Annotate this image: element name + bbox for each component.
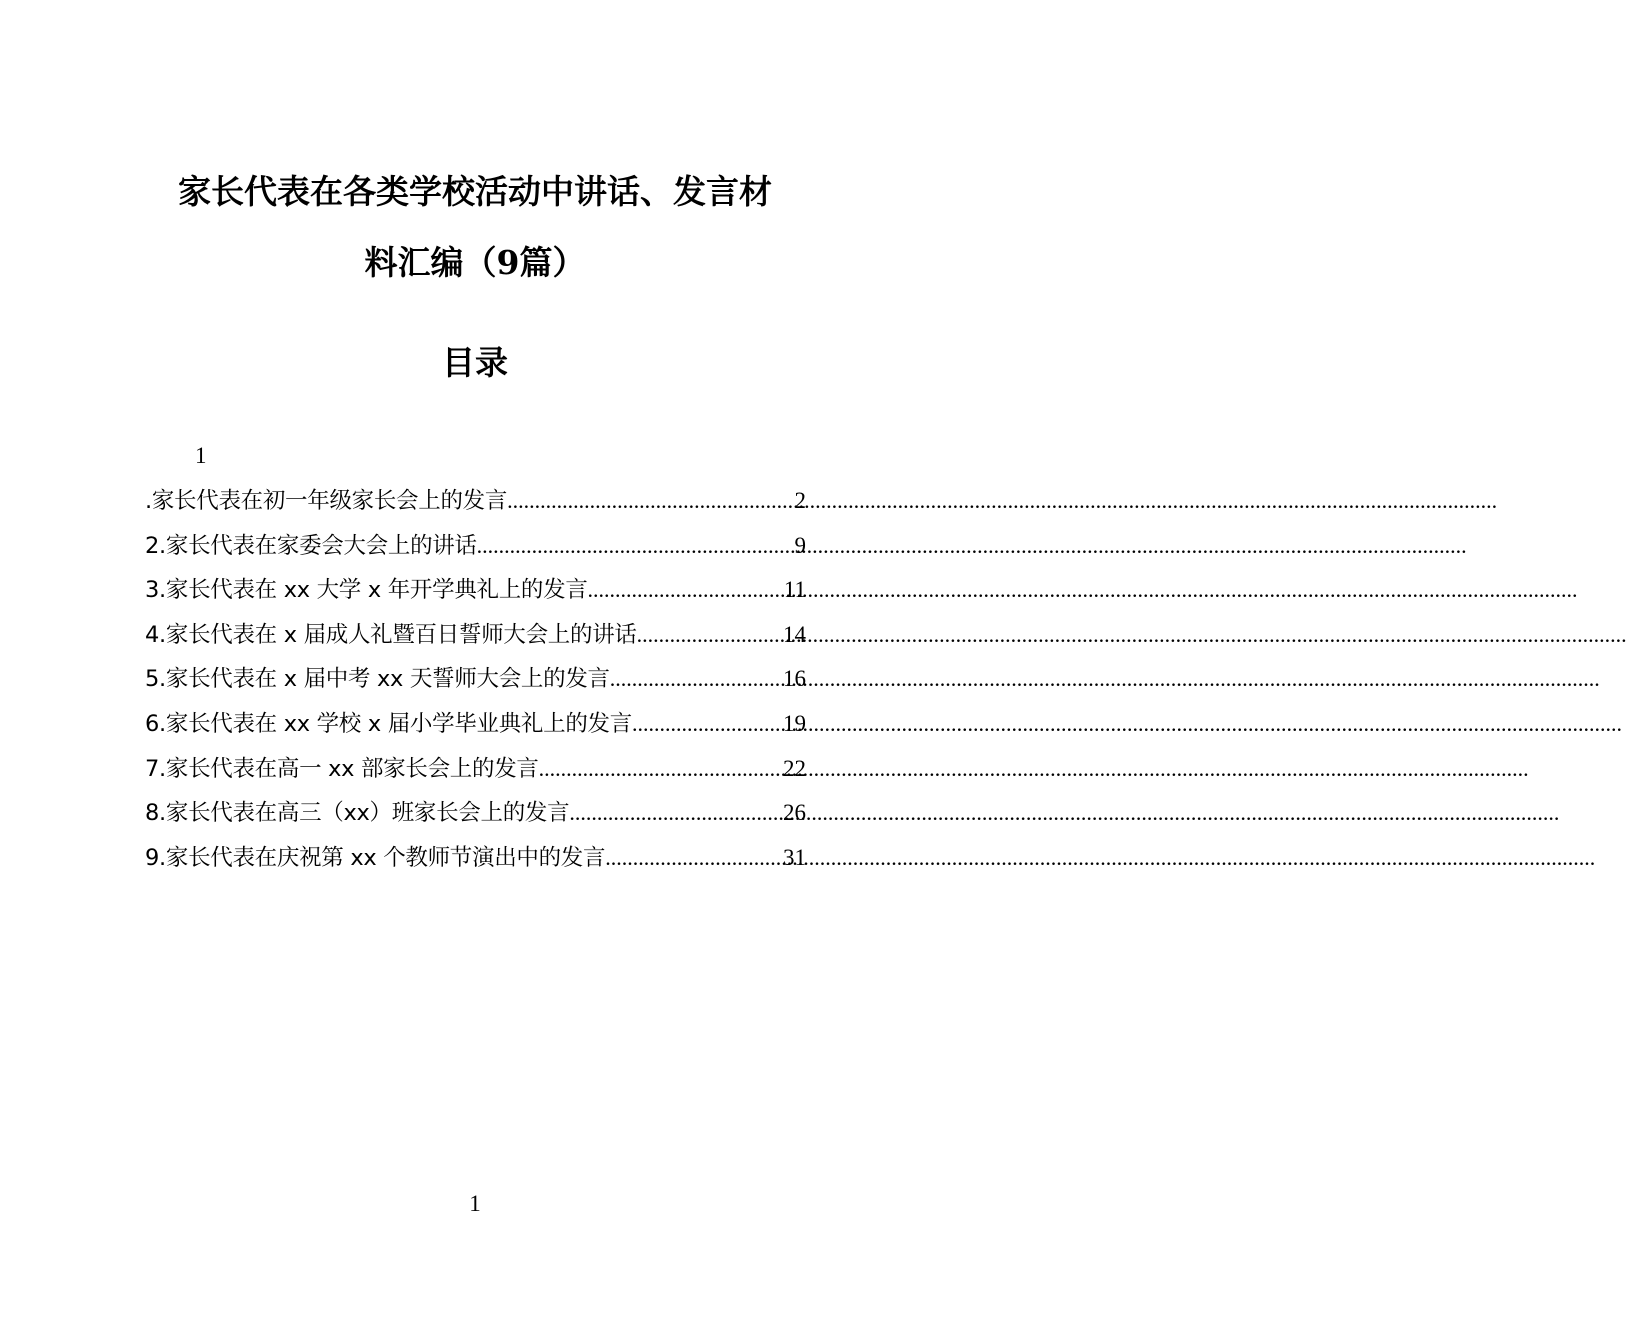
- toc-entry-text: 7.家长代表在高一 xx 部家长会上的发言: [145, 755, 539, 782]
- page-number: 1: [469, 1191, 481, 1216]
- toc-entry-text: 3.家长代表在 xx 大学 x 年开学典礼上的发言: [145, 577, 588, 604]
- table-of-contents: [145, 481, 806, 882]
- toc-entry-page: 9: [794, 532, 806, 558]
- toc-leader-dots: [637, 615, 783, 655]
- toc-entry-text: 9.家长代表在庆祝第 xx 个教师节演出中的发言: [145, 844, 606, 871]
- toc-entry-2[interactable]: [145, 526, 806, 571]
- toc-entry-text: .家长代表在初一年级家长会上的发言: [145, 488, 508, 514]
- toc-entry-9[interactable]: [145, 838, 806, 883]
- document-title-line-2: 料汇编（9篇）: [364, 243, 586, 282]
- toc-leader-dots: [569, 793, 783, 833]
- toc-entry-page: 22: [783, 755, 806, 781]
- toc-entry-text: 8.家长代表在高三（xx）班家长会上的发言: [145, 800, 570, 827]
- toc-entry-4[interactable]: [145, 615, 806, 660]
- toc-entry-1[interactable]: [145, 481, 806, 526]
- toc-leader-dots: [610, 659, 783, 699]
- toc-entry-text: 6.家长代表在 xx 学校 x 届小学毕业典礼上的发言: [145, 710, 632, 737]
- toc-heading: 目录: [442, 343, 508, 382]
- toc-entry-text: 4.家长代表在 x 届成人礼暨百日誓师大会上的讲话: [145, 621, 637, 648]
- toc-entry-page: 19: [783, 710, 806, 736]
- toc-entry-5[interactable]: [145, 659, 806, 704]
- toc-entry-page: 14: [783, 621, 806, 647]
- toc-entry-page: 26: [783, 800, 806, 826]
- document-title-line-1: 家长代表在各类学校活动中讲话、发言材: [178, 172, 772, 211]
- toc-entry-page: 31: [783, 844, 806, 870]
- toc-entry-page: 2: [794, 488, 806, 513]
- toc-entry-page: 11: [783, 577, 806, 603]
- toc-entry-3[interactable]: [145, 570, 806, 615]
- toc-entry-7[interactable]: [145, 749, 806, 794]
- toc-leader-dots: [539, 749, 783, 789]
- toc-leader-dots: [507, 481, 794, 521]
- toc-entry-8[interactable]: [145, 793, 806, 838]
- toc-leader-dots: [588, 570, 784, 610]
- toc-entry-text: 2.家长代表在家委会大会上的讲话: [145, 532, 477, 559]
- toc-entry-page: 16: [783, 666, 806, 692]
- toc-entry-text: 5.家长代表在 x 届中考 xx 天誓师大会上的发言: [145, 666, 610, 693]
- toc-lead-number: 1: [195, 443, 207, 468]
- toc-leader-dots: [605, 838, 783, 878]
- toc-leader-dots: [477, 526, 795, 566]
- toc-entry-6[interactable]: [145, 704, 806, 749]
- toc-leader-dots: [632, 704, 783, 744]
